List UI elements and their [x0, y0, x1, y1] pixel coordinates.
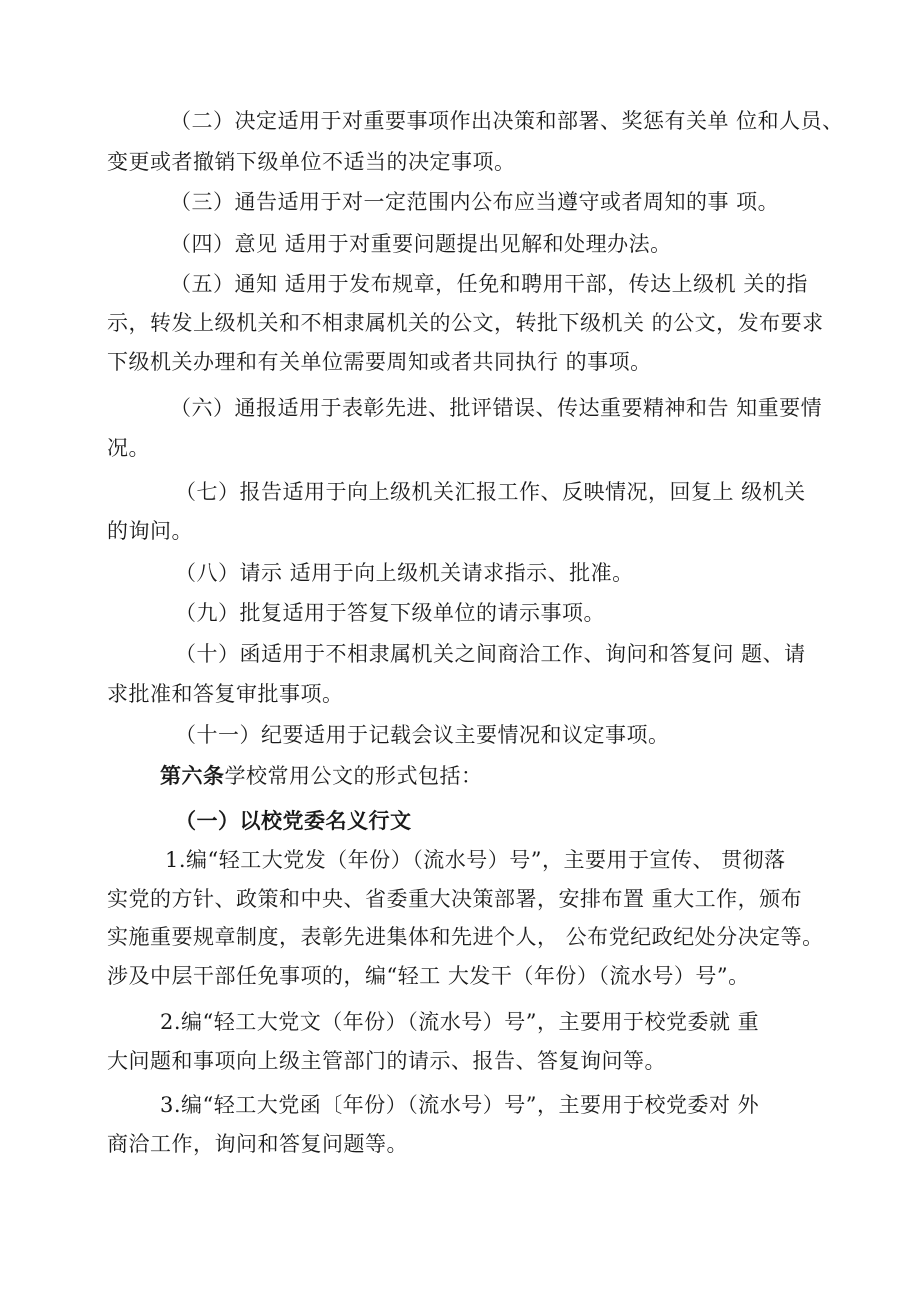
paragraph-line: （五）通知 适用于发布规章，任免和聘用干部，传达上级机 关的指: [170, 272, 808, 296]
paragraph-line: （六）通报适用于表彰先进、批评错误、传达重要精神和告 知重要情: [170, 396, 823, 420]
item-line: 实党的方针、政策和中央、省委重大决策部署，安排布置 重大工作，颁布: [107, 887, 803, 911]
paragraph-line: 变更或者撤销下级单位不适当的决定事项。: [107, 150, 516, 174]
paragraph-line: （十）函适用于不相隶属机关之间商洽工作、询问和答复问 题、请: [175, 642, 806, 666]
paragraph-line: （九）批复适用于答复下级单位的请示事项。: [175, 601, 605, 625]
item-line: 商洽工作，询问和答复问题等。: [107, 1132, 408, 1156]
article-6-text: 学校常用公文的形式包括：: [224, 764, 483, 788]
item-line: 实施重要规章制度，表彰先进集体和先进个人， 公布党纪政纪处分决定等。: [107, 925, 824, 949]
paragraph-line: （十一）纪要适用于记载会议主要情况和议定事项。: [175, 723, 670, 747]
section-heading: （一）以校党委名义行文: [175, 808, 412, 833]
item-line: 涉及中层干部任免事项的，编“轻工 大发干（年份）（流水号）号”。: [107, 964, 750, 988]
paragraph-line: 下级机关办理和有关单位需要周知或者共同执行 的事项。: [107, 350, 652, 374]
paragraph-line: （四）意见 适用于对重要问题提出见解和处理办法。: [170, 232, 672, 256]
paragraph-line: （八）请示 适用于向上级机关请求指示、批准。: [175, 561, 634, 585]
paragraph-line: （三）通告适用于对一定范围内公布应当遵守或者周知的事 项。: [170, 190, 780, 214]
article-6-label: 第六条: [160, 763, 225, 788]
paragraph-line: 求批准和答复审批事项。: [107, 682, 344, 706]
article-6-line: [160, 761, 483, 791]
paragraph-line: （七）报告适用于向上级机关汇报工作、反映情况，回复上 级机关: [175, 480, 806, 504]
paragraph-line: 示，转发上级机关和不相隶属机关的公文，转批下级机关 的公文，发布要求: [107, 311, 824, 335]
item-line: 3.编“轻工大党函〔年份）（流水号）号”，主要用于校党委对 外: [160, 1093, 760, 1117]
item-line: 2.编“轻工大党文（年份）（流水号）号”，主要用于校党委就 重: [160, 1010, 760, 1034]
paragraph-line: 的询问。: [107, 519, 193, 543]
paragraph-line: 况。: [107, 436, 150, 460]
item-line: 大问题和事项向上级主管部门的请示、报告、答复询问等。: [107, 1049, 666, 1073]
paragraph-line: （二）决定适用于对重要事项作出决策和部署、奖惩有关单 位和人员、: [170, 109, 844, 133]
item-line: 1.编“轻工大党发（年份）（流水号）号”，主要用于宣传、 贯彻落: [165, 848, 786, 872]
